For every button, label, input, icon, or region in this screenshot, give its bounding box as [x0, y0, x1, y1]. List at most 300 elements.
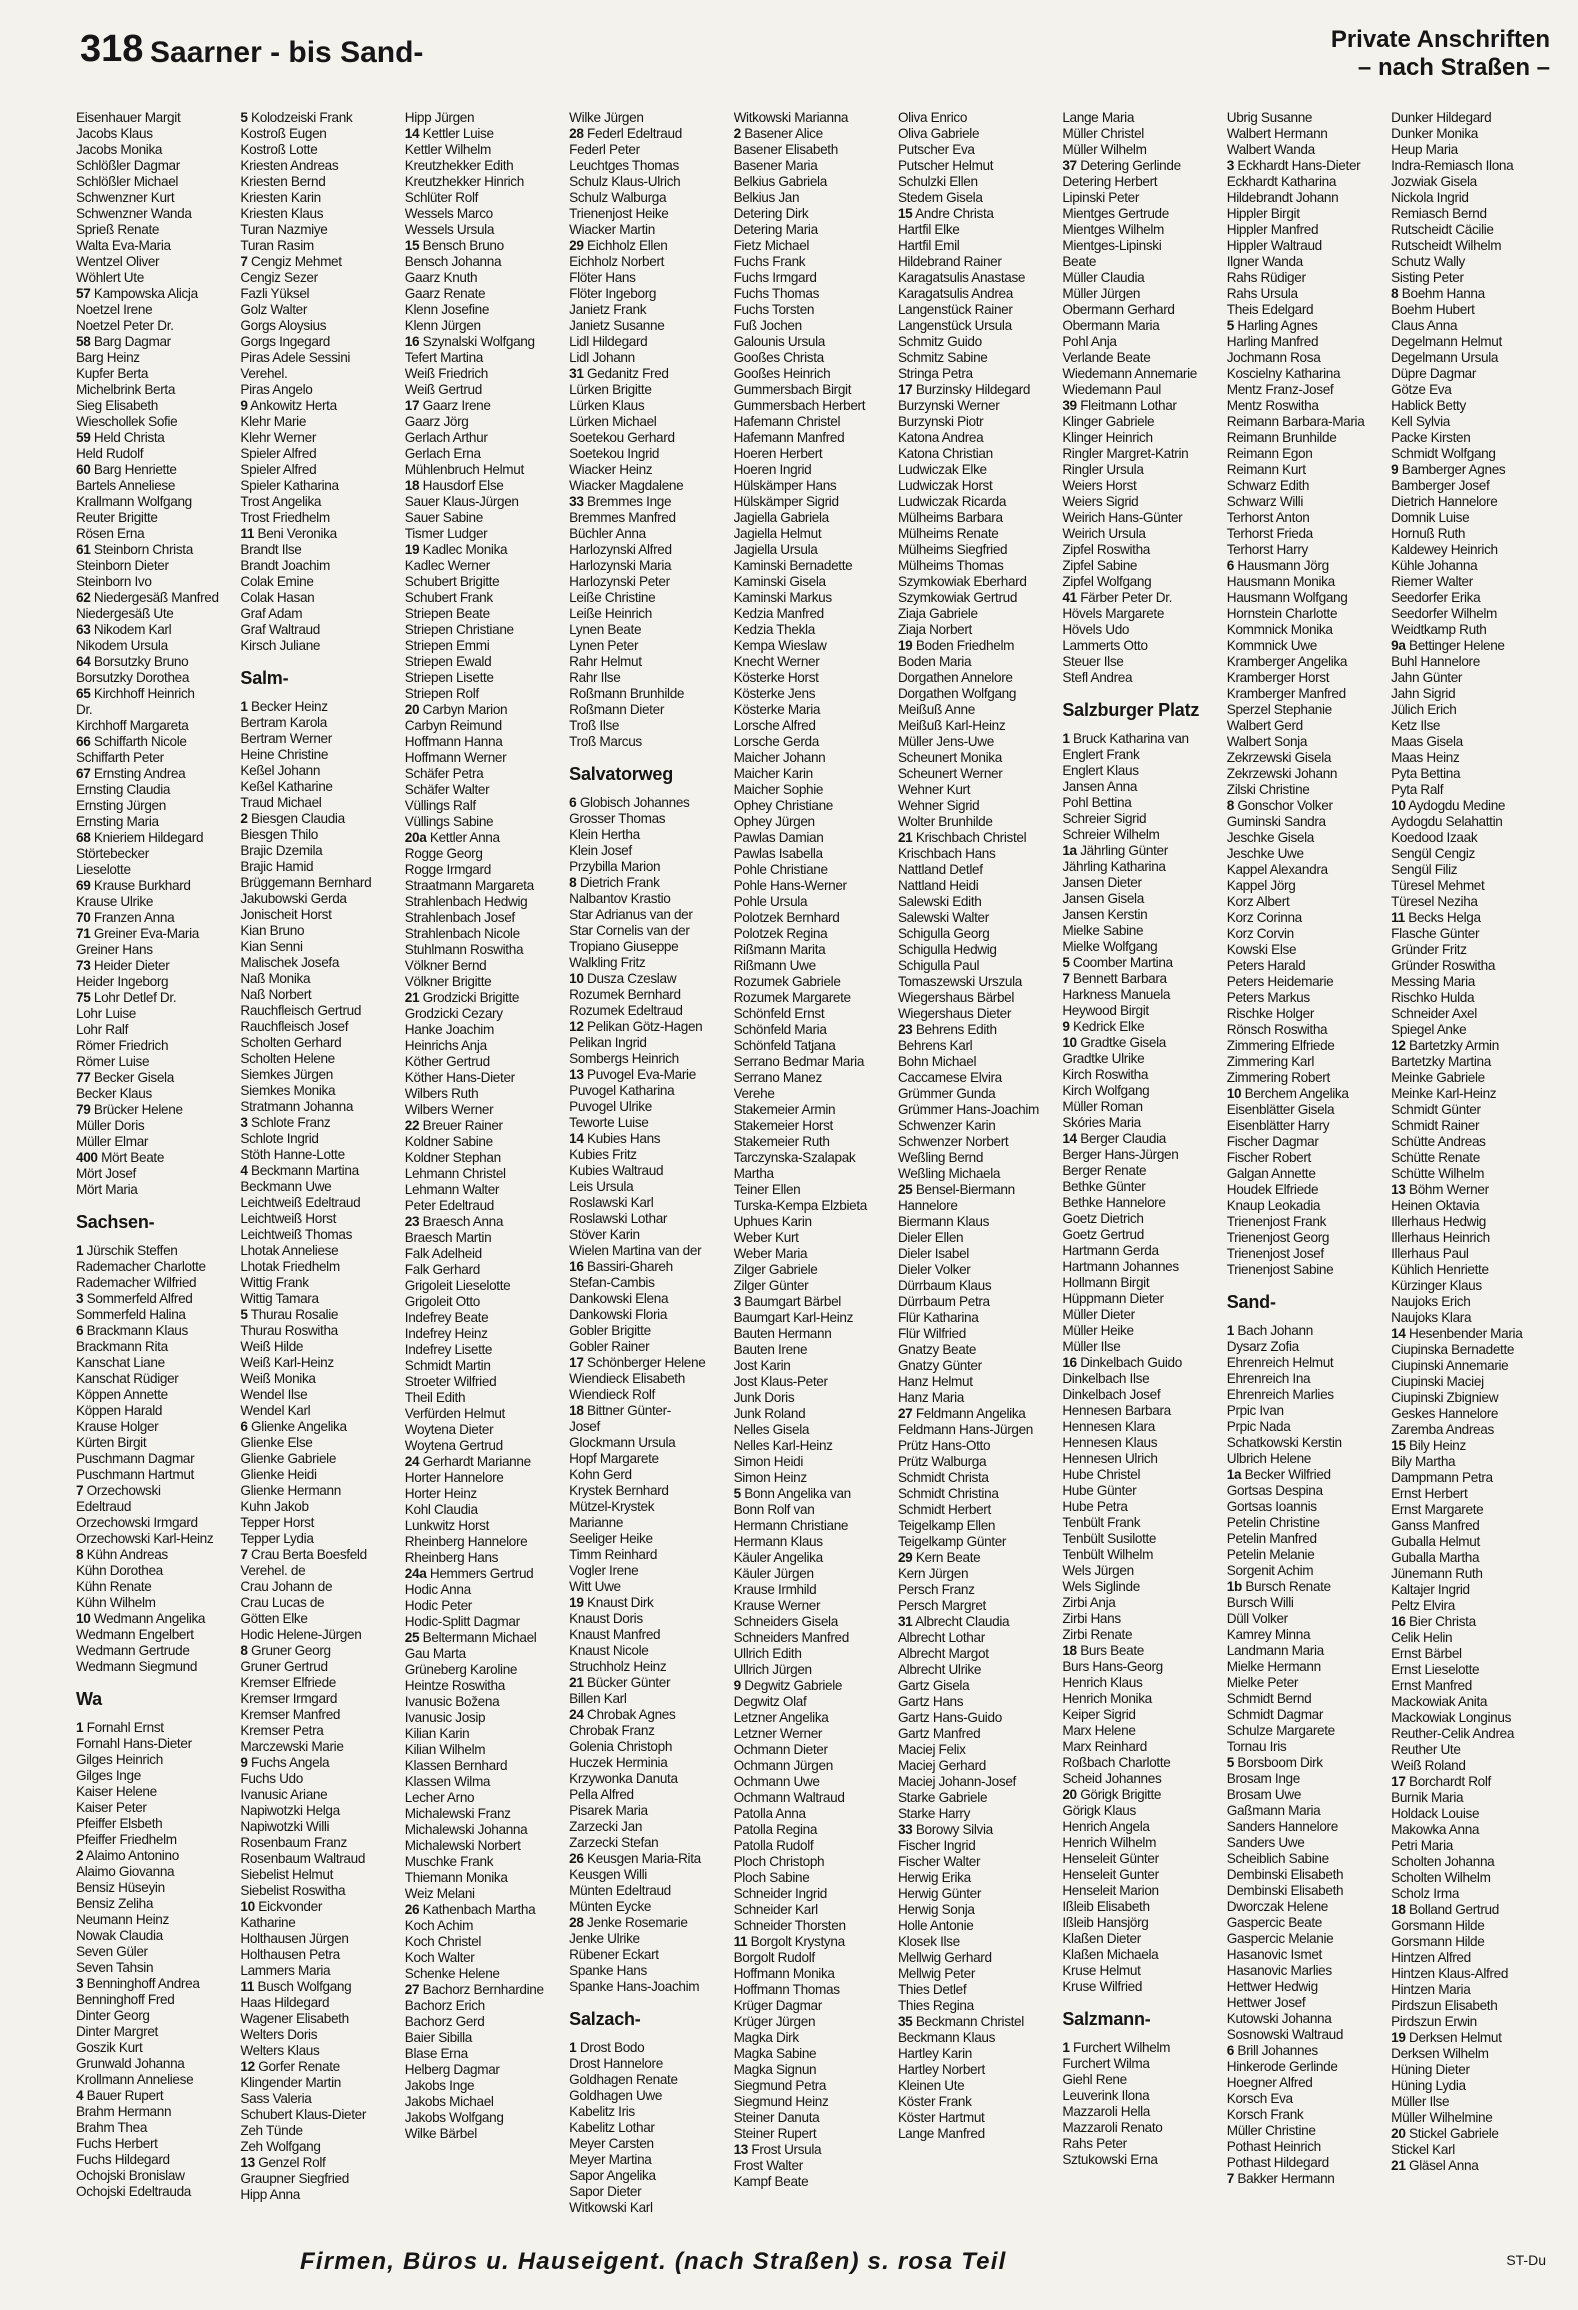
directory-entry — [240, 510, 398, 526]
directory-entry — [76, 1800, 234, 1816]
directory-entry — [1062, 318, 1220, 334]
directory-entry — [1227, 1038, 1385, 1054]
directory-entry — [734, 1262, 892, 1278]
directory-entry — [898, 1230, 1056, 1246]
directory-entry — [734, 1470, 892, 1486]
resident-name: Tropiano Giuseppe — [569, 939, 679, 954]
resident-name: Ankowitz Herta — [250, 398, 337, 413]
resident-name: Sommerfeld Halina — [76, 1307, 186, 1322]
resident-name: Karagatsulis Anastase — [897, 270, 1026, 285]
directory-entry — [240, 414, 398, 430]
resident-name: Nattland Heidi — [897, 878, 979, 893]
directory-entry — [1391, 1822, 1549, 1838]
directory-entry — [1227, 2075, 1385, 2091]
resident-name: Tarczynska-Szalapak — [733, 1150, 856, 1165]
resident-name: Dinkelbach Josef — [1062, 1387, 1161, 1402]
resident-name: Müller Dieter — [1062, 1307, 1135, 1322]
directory-entry — [1391, 1198, 1549, 1214]
resident-name: Maciej Gerhard — [897, 1758, 986, 1773]
resident-name: Mientges-Lipinski — [1062, 238, 1162, 253]
resident-name: Schütte Wilhelm — [1391, 1166, 1485, 1181]
house-number: 7 — [76, 1483, 84, 1498]
house-number: 13 — [240, 2155, 255, 2170]
directory-entry — [569, 1851, 727, 1867]
resident-name: Harling Manfred — [1226, 334, 1319, 349]
directory-entry — [898, 1534, 1056, 1550]
directory-entry — [1227, 910, 1385, 926]
resident-name: Zimmering Karl — [1226, 1054, 1314, 1069]
resident-name: Pisarek Maria — [569, 1803, 648, 1818]
directory-entry — [405, 782, 563, 798]
directory-entry — [240, 1771, 398, 1787]
resident-name: Lunkwitz Horst — [404, 1518, 490, 1533]
directory-entry — [1062, 670, 1220, 686]
resident-name: Leiße Christine — [569, 590, 656, 605]
resident-name: Berchem Angelika — [1244, 1086, 1349, 1101]
resident-name: Flür Wilfried — [897, 1326, 966, 1341]
resident-name: Dankowski Elena — [569, 1291, 669, 1306]
directory-entry — [734, 1150, 892, 1166]
directory-entry — [1391, 590, 1549, 606]
resident-name: Rogge Irmgard — [404, 862, 491, 877]
resident-name: Walbert Wanda — [1226, 142, 1315, 157]
resident-name: Schwenzner Wanda — [76, 206, 192, 221]
directory-entry — [76, 830, 234, 846]
directory-entry — [1391, 1678, 1549, 1694]
directory-entry — [1391, 1038, 1549, 1054]
directory-entry — [1391, 974, 1549, 990]
directory-entry — [734, 1342, 892, 1358]
resident-name: Stickel Karl — [1391, 2142, 1455, 2157]
directory-entry — [569, 158, 727, 174]
resident-name: Prpic Nada — [1226, 1419, 1291, 1434]
directory-entry — [405, 958, 563, 974]
directory-entry — [405, 1822, 563, 1838]
directory-entry — [405, 1710, 563, 1726]
resident-name: Hildebrand Rainer — [897, 254, 1002, 269]
resident-name: Römer Friedrich — [76, 1038, 169, 1053]
resident-name: Gnatzy Günter — [897, 1358, 982, 1373]
resident-name: Ernsting Maria — [76, 814, 159, 829]
directory-entry — [1062, 1931, 1220, 1947]
resident-name: Mellwig Peter — [897, 1966, 975, 1981]
resident-name: Becker Heinz — [251, 699, 328, 714]
directory-entry — [569, 1019, 727, 1035]
resident-name: Persch Franz — [897, 1582, 975, 1597]
directory-entry — [569, 110, 727, 126]
directory-entry — [1062, 606, 1220, 622]
directory-entry — [1062, 2056, 1220, 2072]
resident-name: Schmidt Herbert — [897, 1502, 991, 1517]
resident-name: Kürzinger Klaus — [1391, 1278, 1482, 1293]
directory-entry — [734, 1870, 892, 1886]
directory-entry — [76, 718, 234, 734]
resident-name: Pirdszun Elisabeth — [1391, 1998, 1498, 2013]
resident-name: Hube Christel — [1062, 1467, 1141, 1482]
resident-name: Nikodem Ursula — [76, 638, 168, 653]
resident-name: Horter Hannelore — [404, 1470, 504, 1485]
resident-name: Naujoks Klara — [1391, 1310, 1472, 1325]
directory-entry — [734, 206, 892, 222]
directory-entry — [1391, 1550, 1549, 1566]
directory-entry — [898, 942, 1056, 958]
resident-name: Katona Christian — [897, 446, 993, 461]
resident-name: Teiner Ellen — [733, 1182, 801, 1197]
resident-name: Illerhaus Hedwig — [1391, 1214, 1487, 1229]
directory-entry — [405, 894, 563, 910]
resident-name: Weiß Karl-Heinz — [240, 1355, 334, 1370]
resident-name: Jünemann Ruth — [1391, 1566, 1483, 1581]
resident-name: Jahn Sigrid — [1391, 686, 1456, 701]
resident-name: Zimmering Robert — [1226, 1070, 1330, 1085]
resident-name: Verlande Beate — [1062, 350, 1151, 365]
resident-name: Wieschollek Sofie — [76, 414, 178, 429]
directory-entry — [76, 2104, 234, 2120]
directory-entry — [898, 1278, 1056, 1294]
house-number: 67 — [76, 766, 91, 781]
resident-name: Bily Heinz — [1408, 1438, 1466, 1453]
resident-name: Brandt Joachim — [240, 558, 330, 573]
resident-name: Crau Berta Boesfeld — [251, 1547, 367, 1562]
resident-name: Zilski Christine — [1226, 782, 1310, 797]
directory-entry — [1227, 1579, 1385, 1595]
directory-entry — [734, 254, 892, 270]
directory-column — [898, 110, 1062, 2220]
resident-name: Wendel Karl — [240, 1403, 311, 1418]
resident-name: Köster Hartmut — [897, 2110, 985, 2125]
resident-name: Verehe — [733, 1086, 775, 1101]
directory-entry — [1062, 891, 1220, 907]
directory-entry — [734, 1886, 892, 1902]
resident-name: Schlote Franz — [251, 1115, 331, 1130]
resident-name: Walkling Fritz — [569, 955, 646, 970]
house-number: 25 — [897, 1182, 913, 1197]
directory-entry — [1062, 2104, 1220, 2120]
resident-name: Klinger Heinrich — [1062, 430, 1153, 445]
resident-name: Held Rudolf — [76, 446, 144, 461]
directory-entry — [734, 110, 892, 126]
directory-entry — [76, 1006, 234, 1022]
directory-entry — [734, 590, 892, 606]
resident-name: Gortsas Despina — [1226, 1483, 1323, 1498]
resident-name: Celik Helin — [1391, 1630, 1453, 1645]
directory-entry — [1227, 158, 1385, 174]
resident-name: Tornau Iris — [1226, 1739, 1287, 1754]
house-number: 14 — [404, 126, 420, 141]
directory-entry — [1227, 830, 1385, 846]
resident-name: Bartetzky Martina — [1391, 1054, 1491, 1069]
resident-name: Lorsche Alfred — [733, 718, 816, 733]
resident-name: Colak Hasan — [240, 590, 315, 605]
resident-name: Spieler Alfred — [240, 462, 317, 477]
resident-name: Steinborn Dieter — [76, 558, 169, 573]
resident-name: Sorgenit Achim — [1226, 1563, 1314, 1578]
directory-entry — [898, 638, 1056, 654]
resident-name: Lhotak Friedhelm — [240, 1259, 340, 1274]
resident-name: Stakemeier Ruth — [733, 1134, 830, 1149]
resident-name: Hennesen Ulrich — [1062, 1451, 1158, 1466]
directory-entry — [898, 1374, 1056, 1390]
resident-name: Uphues Karin — [733, 1214, 812, 1229]
resident-name: Korsch Frank — [1226, 2107, 1304, 2122]
resident-name: Pirdszun Erwin — [1391, 2014, 1477, 2029]
resident-name: Struchholz Heinz — [569, 1659, 667, 1674]
directory-entry — [1391, 446, 1549, 462]
resident-name: Kampf Beate — [733, 2174, 809, 2189]
resident-name: Gortsas Ioannis — [1226, 1499, 1317, 1514]
directory-entry — [1391, 1726, 1549, 1742]
directory-entry — [898, 958, 1056, 974]
resident-name: Koedood Izaak — [1391, 830, 1478, 845]
resident-name: Bensel-Biermann — [915, 1182, 1015, 1197]
directory-entry — [1391, 158, 1549, 174]
resident-name: Gradtke Gisela — [1080, 1035, 1166, 1050]
resident-name: Lohr Luise — [76, 1006, 136, 1021]
house-number: 75 — [76, 990, 91, 1005]
resident-name: Klassen Wilma — [404, 1774, 491, 1789]
resident-name: Schäfer Walter — [404, 782, 490, 797]
directory-entry — [898, 1102, 1056, 1118]
directory-entry — [734, 190, 892, 206]
directory-entry — [76, 1784, 234, 1800]
resident-name: Hopf Margarete — [569, 1451, 659, 1466]
resident-name: Henseleit Günter — [1062, 1851, 1159, 1866]
directory-entry — [898, 1438, 1056, 1454]
resident-name: Kamrey Minna — [1226, 1627, 1311, 1642]
directory-entry — [898, 1998, 1056, 2014]
resident-name: Trienenjost Frank — [1226, 1214, 1327, 1229]
resident-name: Koscielny Katharina — [1226, 366, 1341, 381]
resident-name: Weßling Michaela — [897, 1166, 1001, 1181]
directory-entry — [569, 1963, 727, 1979]
directory-entry — [405, 798, 563, 814]
directory-entry — [569, 1867, 727, 1883]
directory-entry — [240, 1291, 398, 1307]
resident-name: Hartmann Johannes — [1062, 1259, 1179, 1274]
resident-name: Schubert Klaus-Dieter — [240, 2107, 367, 2122]
directory-entry — [1227, 1451, 1385, 1467]
house-number: 19 — [1391, 2030, 1406, 2045]
resident-name: Indefrey Lisette — [404, 1342, 493, 1357]
directory-entry — [405, 1054, 563, 1070]
directory-entry — [76, 558, 234, 574]
resident-name: Josef — [569, 1419, 600, 1434]
directory-entry — [240, 1899, 398, 1915]
directory-entry — [569, 398, 727, 414]
resident-name: Jonischeit Horst — [240, 907, 332, 922]
directory-entry — [76, 1768, 234, 1784]
resident-name: Naß Norbert — [240, 987, 312, 1002]
resident-name: Ringler Ursula — [1062, 462, 1144, 477]
directory-entry — [734, 1438, 892, 1454]
resident-name: Golenia Christoph — [569, 1739, 673, 1754]
resident-name: Hippler Waltraud — [1226, 238, 1322, 253]
directory-entry — [405, 1246, 563, 1262]
street-heading: Salm- — [240, 668, 289, 688]
directory-entry — [898, 558, 1056, 574]
directory-entry — [569, 350, 727, 366]
directory-entry — [76, 1054, 234, 1070]
resident-name: Ganss Manfred — [1391, 1518, 1480, 1533]
directory-entry — [1227, 1691, 1385, 1707]
resident-name: Bassiri-Ghareh — [587, 1259, 673, 1274]
directory-entry — [898, 1358, 1056, 1374]
directory-entry — [1062, 1675, 1220, 1691]
directory-entry — [240, 590, 398, 606]
resident-name: Sztukowski Erna — [1062, 2152, 1158, 2167]
resident-name: Kühn Wilhelm — [76, 1595, 156, 1610]
resident-name: Kern Beate — [915, 1550, 981, 1565]
directory-entry — [240, 1819, 398, 1835]
directory-entry — [405, 526, 563, 542]
house-number: 6 — [1226, 558, 1234, 573]
resident-name: Scholten Helene — [240, 1051, 335, 1066]
resident-name: Knaust Nicole — [569, 1643, 649, 1658]
resident-name: Langenstück Rainer — [897, 302, 1013, 317]
resident-name: Soetekou Ingrid — [569, 446, 660, 461]
directory-entry — [1062, 1099, 1220, 1115]
directory-entry — [1062, 1563, 1220, 1579]
directory-entry — [240, 827, 398, 843]
resident-name: Ringler Margret-Katrin — [1062, 446, 1189, 461]
resident-name: Kettler Luise — [422, 126, 494, 141]
resident-name: Ophey Jürgen — [733, 814, 815, 829]
directory-entry — [1391, 1982, 1549, 1998]
directory-entry — [76, 1531, 234, 1547]
directory-entry — [898, 478, 1056, 494]
directory-entry — [1391, 750, 1549, 766]
resident-name: Ludwiczak Ricarda — [897, 494, 1007, 509]
house-number: 41 — [1062, 590, 1077, 605]
directory-entry — [734, 1742, 892, 1758]
resident-name: Gooßes Heinrich — [733, 366, 831, 381]
resident-name: Nalbantov Krastio — [569, 891, 671, 906]
resident-name: Maicher Sophie — [733, 782, 824, 797]
directory-entry — [569, 2168, 727, 2184]
directory-entry — [1227, 2027, 1385, 2043]
resident-name: Kian Senni — [240, 939, 303, 954]
directory-entry — [76, 670, 234, 686]
resident-name: Seven Tahsin — [76, 1960, 154, 1975]
resident-name: Stöver Karin — [569, 1227, 640, 1242]
directory-entry — [1062, 811, 1220, 827]
directory-entry — [76, 1387, 234, 1403]
house-number: 12 — [1391, 1038, 1406, 1053]
directory-entry — [569, 2120, 727, 2136]
directory-entry — [734, 1374, 892, 1390]
resident-name: Haas Hildegard — [240, 1995, 330, 2010]
resident-name: Weiß Roland — [1391, 1758, 1466, 1773]
directory-entry — [734, 238, 892, 254]
house-number: 6 — [569, 795, 577, 810]
resident-name: Boehm Hanna — [1401, 286, 1485, 301]
directory-entry — [240, 318, 398, 334]
directory-entry — [898, 734, 1056, 750]
directory-entry — [76, 1166, 234, 1182]
directory-entry — [405, 1294, 563, 1310]
directory-entry — [1227, 510, 1385, 526]
directory-entry — [734, 1966, 892, 1982]
resident-name: Hüning Lydia — [1391, 2078, 1466, 2093]
directory-entry — [898, 1390, 1056, 1406]
resident-name: Seeliger Heike — [569, 1531, 653, 1546]
resident-name: Lorsche Gerda — [733, 734, 819, 749]
directory-entry — [569, 1883, 727, 1899]
resident-name: Gorgs Aloysius — [240, 318, 327, 333]
directory-entry — [1391, 1566, 1549, 1582]
resident-name: Fuchs Torsten — [733, 302, 815, 317]
resident-name: Siemkes Jürgen — [240, 1067, 333, 1082]
directory-entry — [240, 366, 398, 382]
house-number: 3 — [1226, 158, 1234, 173]
directory-entry — [734, 1902, 892, 1918]
house-number: 1 — [76, 1720, 84, 1735]
resident-name: Peters Heidemarie — [1226, 974, 1334, 989]
resident-name: Krüger Jürgen — [733, 2014, 816, 2029]
directory-entry — [1227, 1102, 1385, 1118]
house-number: 20 — [1062, 1787, 1077, 1802]
resident-name: Puvogel Eva-Marie — [587, 1067, 696, 1082]
directory-entry — [1227, 958, 1385, 974]
resident-name: Scheunert Monika — [897, 750, 1002, 765]
resident-name: Burzynski Piotr — [897, 414, 984, 429]
directory-entry — [240, 1307, 398, 1323]
directory-entry — [405, 302, 563, 318]
directory-entry — [240, 987, 398, 1003]
directory-entry — [1227, 318, 1385, 334]
house-number: 4 — [240, 1163, 248, 1178]
house-number: 17 — [404, 398, 420, 413]
directory-entry — [734, 1950, 892, 1966]
directory-entry — [898, 1422, 1056, 1438]
directory-entry — [1062, 382, 1220, 398]
directory-entry — [405, 1982, 563, 1998]
resident-name: Seedorfer Wilhelm — [1391, 606, 1497, 621]
resident-name: Skóries Maria — [1062, 1115, 1141, 1130]
resident-name: Dinter Margret — [76, 2024, 158, 2039]
resident-name: Hippler Manfred — [1226, 222, 1319, 237]
resident-name: Kell Sylvia — [1391, 414, 1450, 429]
resident-name: Sapor Angelika — [569, 2168, 656, 2183]
directory-entry — [1391, 1166, 1549, 1182]
resident-name: Maciej Johann-Josef — [897, 1774, 1016, 1789]
directory-entry — [1391, 606, 1549, 622]
directory-entry — [76, 206, 234, 222]
resident-name: Niedergesäß Ute — [76, 606, 174, 621]
directory-entry — [76, 910, 234, 926]
directory-entry — [569, 142, 727, 158]
resident-name: Kramberger Manfred — [1226, 686, 1346, 701]
resident-name: Bamberger Josef — [1391, 478, 1490, 493]
resident-name: Düpre Dagmar — [1391, 366, 1477, 381]
directory-entry — [1062, 1179, 1220, 1195]
directory-entry — [1227, 2139, 1385, 2155]
resident-name: Meißuß Karl-Heinz — [897, 718, 1006, 733]
resident-name: Ketz Ilse — [1391, 718, 1441, 733]
resident-name: Junk Roland — [733, 1406, 806, 1421]
directory-entry — [240, 1979, 398, 1995]
directory-entry — [1227, 1483, 1385, 1499]
page-number: 318 — [80, 28, 144, 70]
resident-name: Fuchs Irmgard — [733, 270, 817, 285]
resident-name: Ophey Christiane — [733, 798, 833, 813]
directory-entry — [1227, 750, 1385, 766]
directory-entry — [569, 1771, 727, 1787]
resident-name: Lipinski Peter — [1062, 190, 1140, 205]
directory-entry — [734, 1326, 892, 1342]
resident-name: Peter Edeltraud — [404, 1198, 494, 1213]
house-number: 27 — [897, 1406, 913, 1421]
